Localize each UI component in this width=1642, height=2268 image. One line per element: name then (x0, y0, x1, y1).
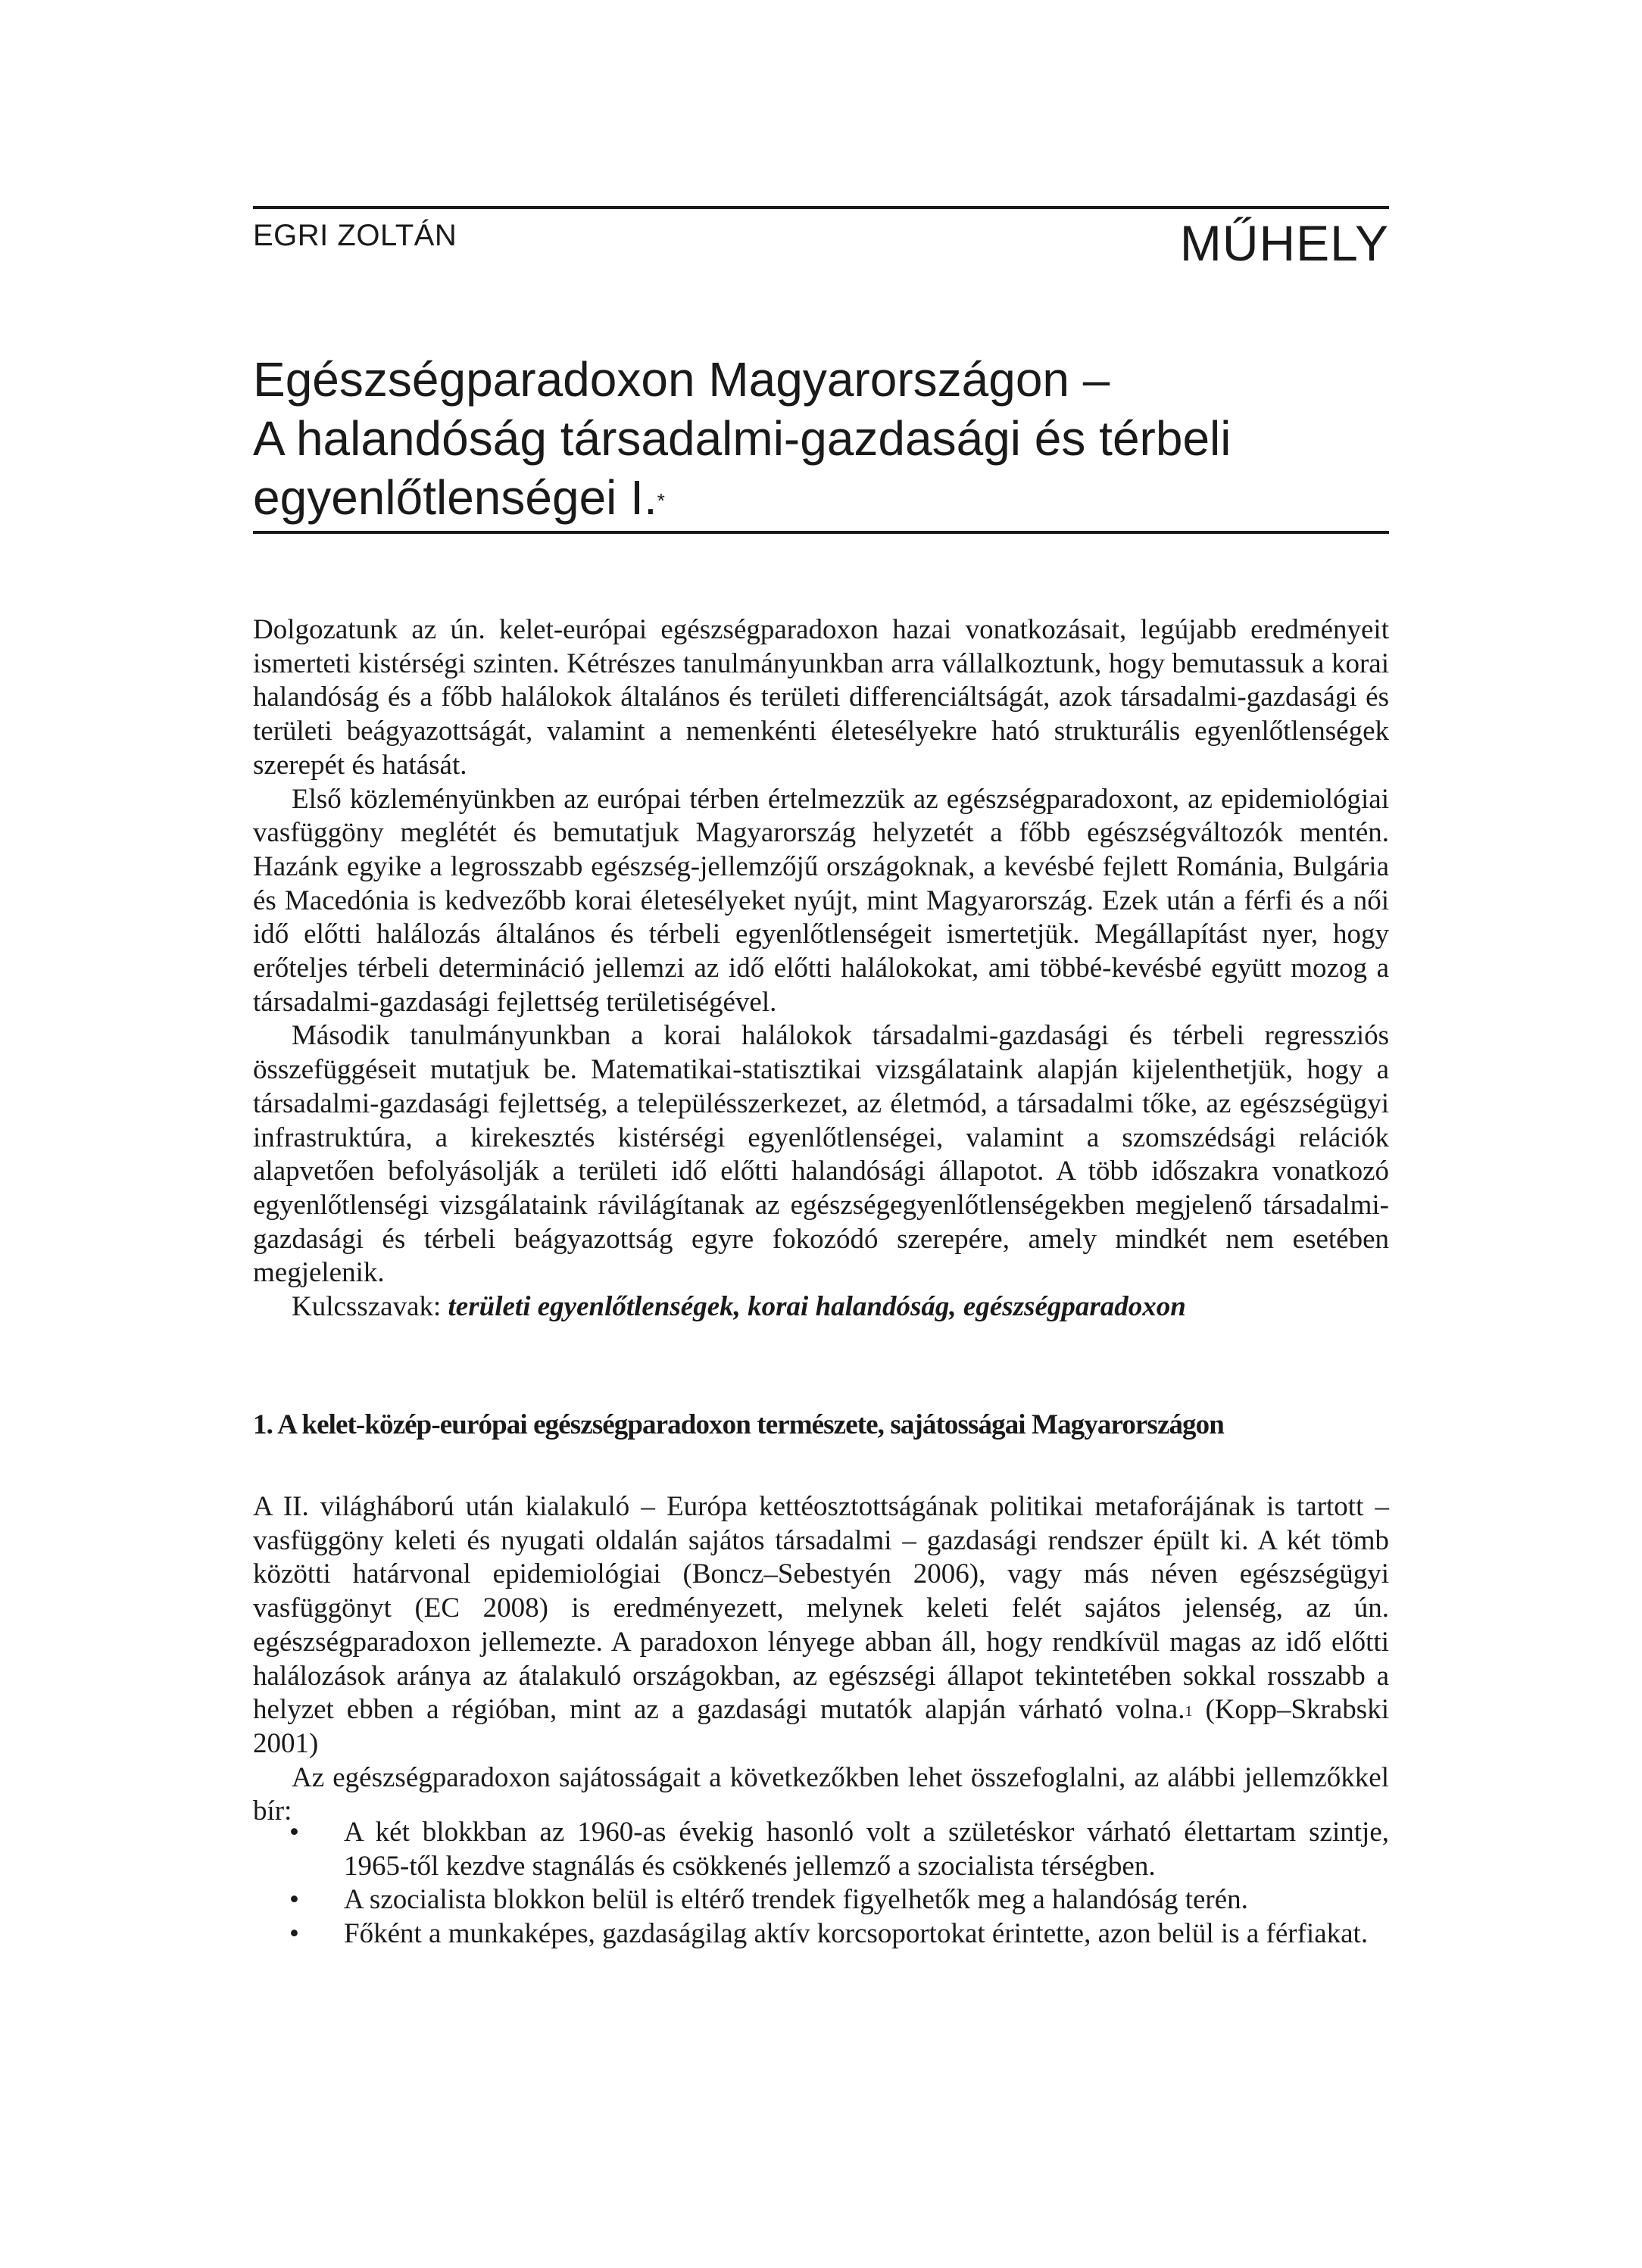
bullet-icon: • (289, 1918, 299, 1950)
list-item-text: A két blokkban az 1960-as évekig hasonló volt a születéskor várható élettartam szintje, 1965-től kezdve stagnálás és csökkenés jellemző a szocialista térségben. (344, 1817, 1389, 1882)
bullet-icon: • (289, 1817, 299, 1848)
abstract-paragraph: Első közleményünkben az európai térben értelmezzük az egészségparadoxont, az epidemiológiai vasfüggöny meglétét és bemutatjuk Magyarország helyzetét a főbb egészségváltozók mentén. Hazánk egyike a legrosszabb egészség-jellemzőjű országoknak, a kevésbé fejlett Románia, Bulgária és Macedónia is kedvezőbb korai életesélyeket nyújt, mint Magyarország. Ezek után a férfi és a női idő előtti halálozás általános és térbeli egyenlőtlenségeit ismertetjük. Megállapítást nyer, hogy erőteljes térbeli determináció jellemzi az idő előtti halálokokat, ami többé-kevésbé együtt mozog a társadalmi-gazdasági fejlettség területiségével. (253, 783, 1389, 1018)
section-body (253, 1490, 1389, 1829)
bullet-icon: • (289, 1884, 299, 1916)
abstract-paragraph: Második tanulmányunkban a korai halálokok társadalmi-gazdasági és térbeli regressziós összefüggéseit mutatjuk be. Matematikai-statisztikai vizsgálataink alapján kijelenthetjük, hogy a társadalmi-gazdasági fejlettség, a településszerkezet, az életmód, a társadalmi tőke, az egészségügyi infrastruktúra, a kirekesztés kistérségi egyenlőtlenségei, valamint a szomszédsági relációk alapvetően befolyásolják a területi idő előtti halandósági állapotot. A több időszakra vonatkozó egyenlőtlenségi vizsgálataink rávilágítanak az egészségegyenlőtlenségekben megjelenő társadalmi-gazdasági és térbeli beágyazottság egyre fokozódó szerepére, amely mindkét nem esetében megjelenik. (253, 1020, 1389, 1289)
body-paragraph-text: A II. világháború után kialakuló – Európa kettéosztottságának politikai metaforájának is tartott – vasfüggöny keleti és nyugati oldalán sajátos társadalmi – gazdasági rendszer épült ki. A két tömb közötti határvonal epidemiológiai (Boncz–Sebestyén 2006), vagy más néven egészségügyi vasfüggönyt (EC 2008) is eredményezett, melynek keleti felét sajátos jelenség, az ún. egészségparadoxon jellemezte. A paradoxon lényege abban áll, hogy rendkívül magas az idő előtti halálozások aránya az átalakuló országokban, az egészségi állapot tekintetében sokkal rosszabb a helyzet ebben a régióban, mint az a gazdasági mutatók alapján várható volna. (253, 1491, 1389, 1726)
list-item (253, 1883, 1389, 1917)
list-item-text: A szocialista blokkon belül is eltérő trendek figyelhetők meg a halandóság terén. (344, 1884, 1248, 1916)
keywords-label: Kulcsszavak: (292, 1291, 442, 1323)
abstract-paragraph: Dolgozatunk az ún. kelet-európai egészségparadoxon hazai vonatkozásait, legújabb eredményeit ismerteti kistérségi szinten. Kétrészes tanulmányunkban arra vállalkoztunk, hogy bemutassuk a korai halandóság és a főbb halálokok általános és területi differenciáltságát, azok társadalmi-gazdasági és területi beágyazottságát, valamint a nemenkénti életesélyekre ható strukturális egyenlőtlenségek szerepét és hatását. (253, 614, 1389, 781)
list-item (253, 1816, 1389, 1883)
body-paragraph: Az egészségparadoxon sajátosságait a következőkben lehet összefoglalni, az alábbi jellemzőkkel bír: (253, 1761, 1389, 1827)
keywords: területi egyenlőtlenségek, korai halandóság, egészségparadoxon (448, 1291, 1186, 1323)
article-title (253, 350, 1389, 527)
title-line-3: egyenlőtlenségei I. (253, 470, 657, 525)
author-name: EGRI ZOLTÁN (253, 219, 457, 252)
abstract (253, 613, 1389, 1324)
body-paragraph (253, 1490, 1389, 1761)
footnote-mark[interactable]: 1 (1185, 1703, 1193, 1720)
journal-section-label: MŰHELY (1179, 215, 1389, 271)
list-item (253, 1917, 1389, 1951)
keywords-line (253, 1290, 1389, 1324)
list-item-text: Főként a munkaképes, gazdaságilag aktív korcsoportokat érintette, azon belül is a férfiakat. (344, 1918, 1369, 1950)
title-footnote-mark[interactable]: * (657, 489, 665, 512)
title-line-1: Egészségparadoxon Magyarországon – (253, 352, 1110, 407)
citation: (Kopp–Skrabski 2001) (253, 1694, 1389, 1759)
section-heading: 1. A kelet-közép-európai egészségparadoxon természete, sajátosságai Magyarországon (253, 1409, 1224, 1440)
bullet-list (253, 1816, 1389, 1951)
title-line-2: A halandóság társadalmi-gazdasági és térbeli (253, 411, 1232, 466)
title-rule (253, 531, 1389, 534)
header-rule (253, 206, 1389, 209)
